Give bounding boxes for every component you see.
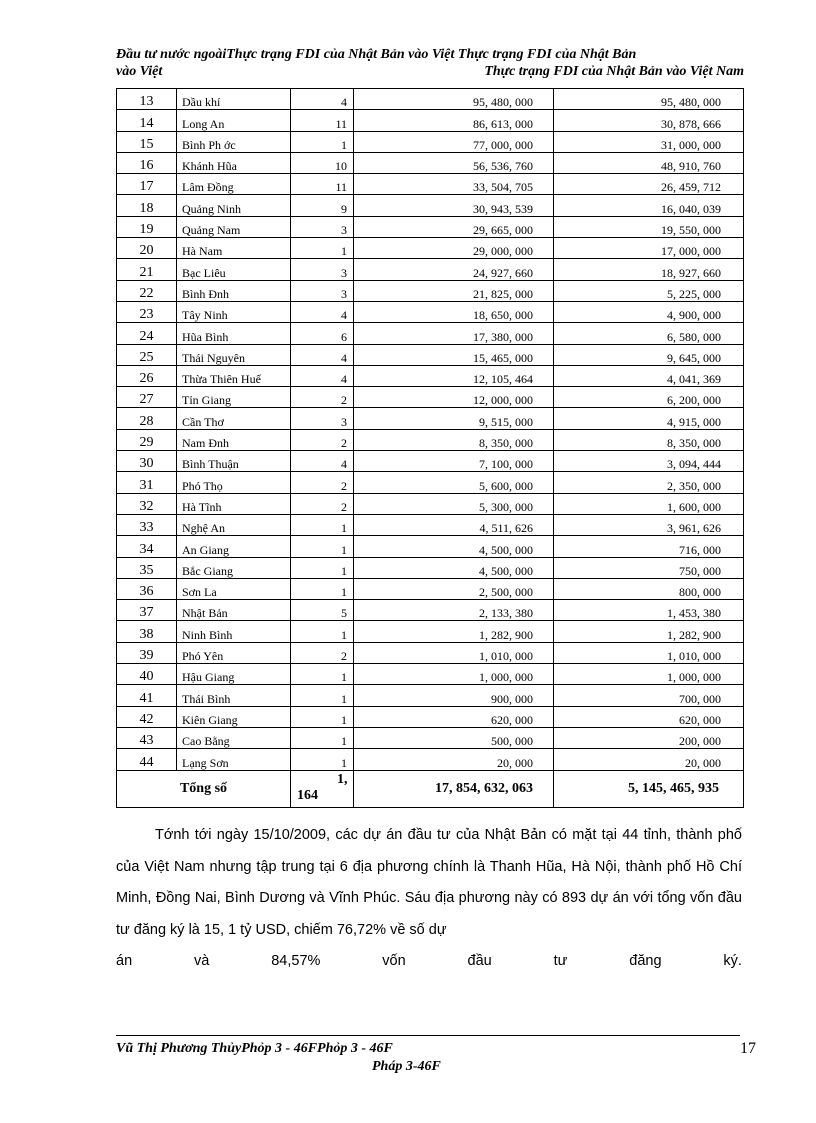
paragraph-word: và (194, 953, 210, 970)
project-count: 1 (291, 557, 354, 578)
implemented-capital: 19, 550, 000 (554, 216, 744, 237)
row-number: 39 (117, 642, 177, 663)
page-header (116, 46, 744, 80)
project-count: 3 (291, 408, 354, 429)
project-count: 1 (291, 238, 354, 259)
table-row (117, 174, 744, 195)
registered-capital: 500, 000 (354, 727, 554, 748)
header-line-2-right: Thực trạng FDI của Nhật Bản vào Việt Nam (484, 64, 744, 79)
project-count: 2 (291, 493, 354, 514)
table-row (117, 621, 744, 642)
project-count: 4 (291, 365, 354, 386)
registered-capital: 9, 515, 000 (354, 408, 554, 429)
province-name: Thái Bình (177, 685, 291, 706)
row-number: 38 (117, 621, 177, 642)
table-row (117, 89, 744, 110)
registered-capital: 620, 000 (354, 706, 554, 727)
header-line-2-left: vào Việt (116, 64, 163, 79)
row-number: 29 (117, 429, 177, 450)
paragraph-word: tư (553, 953, 568, 970)
registered-capital: 8, 350, 000 (354, 429, 554, 450)
project-count: 1 (291, 514, 354, 535)
paragraph-text: Tớnh tới ngày 15/10/2009, các dự án đầu tư của Nhật Bản có mặt tại 44 tỉnh, thành phố của Việt Nam nhưng tập trung tại 6 địa phương chính là Thanh Hũa, Hà Nội, thành phố Hồ Chí Minh, Đồng Nai, Bình Dương và Vĩnh Phúc. Sáu địa phương này có 893 dự án với tổng vốn đầu tư đăng ký là 15, 1 tỷ USD, chiếm 76,72% về số dự (116, 827, 742, 938)
project-count: 11 (291, 110, 354, 131)
project-count: 1 (291, 578, 354, 599)
implemented-capital: 3, 961, 626 (554, 514, 744, 535)
project-count: 2 (291, 387, 354, 408)
implemented-capital: 6, 200, 000 (554, 387, 744, 408)
registered-capital: 86, 613, 000 (354, 110, 554, 131)
row-number: 26 (117, 365, 177, 386)
implemented-capital: 30, 878, 666 (554, 110, 744, 131)
project-count: 1 (291, 685, 354, 706)
implemented-capital: 1, 010, 000 (554, 642, 744, 663)
row-number: 15 (117, 131, 177, 152)
registered-capital: 17, 380, 000 (354, 323, 554, 344)
table-row (117, 110, 744, 131)
project-count: 1 (291, 749, 354, 770)
row-number: 16 (117, 152, 177, 173)
row-number: 27 (117, 387, 177, 408)
province-name: Bạc Liêu (177, 259, 291, 280)
row-number: 32 (117, 493, 177, 514)
registered-capital: 1, 000, 000 (354, 664, 554, 685)
paragraph-word: đăng (629, 953, 662, 970)
project-count: 4 (291, 344, 354, 365)
table-body (117, 89, 744, 808)
row-number: 31 (117, 472, 177, 493)
province-name: Thừa Thiên Huế (177, 365, 291, 386)
registered-capital: 7, 100, 000 (354, 451, 554, 472)
project-count: 4 (291, 301, 354, 322)
province-name: Hà Nam (177, 238, 291, 259)
table-row (117, 727, 744, 748)
table-row (117, 365, 744, 386)
table-row (117, 344, 744, 365)
implemented-capital: 620, 000 (554, 706, 744, 727)
project-count: 1 (291, 536, 354, 557)
row-number: 43 (117, 727, 177, 748)
registered-capital: 15, 465, 000 (354, 344, 554, 365)
province-name: Tây Ninh (177, 301, 291, 322)
project-count: 2 (291, 472, 354, 493)
project-count: 2 (291, 642, 354, 663)
page-footer (116, 1040, 756, 1076)
total-projects-line-1: 1, (337, 771, 348, 787)
row-number: 35 (117, 557, 177, 578)
province-name: Nghệ An (177, 514, 291, 535)
province-name: Cao Bằng (177, 727, 291, 748)
table-row (117, 323, 744, 344)
implemented-capital: 750, 000 (554, 557, 744, 578)
province-name: Tỉn Giang (177, 387, 291, 408)
province-name: An Giang (177, 536, 291, 557)
page-number: 17 (740, 1040, 756, 1057)
table-row (117, 408, 744, 429)
project-count: 11 (291, 174, 354, 195)
registered-capital: 24, 927, 660 (354, 259, 554, 280)
footer-divider (116, 1035, 740, 1036)
row-number: 21 (117, 259, 177, 280)
table-row (117, 514, 744, 535)
province-name: Lạng Sơn (177, 749, 291, 770)
implemented-capital: 26, 459, 712 (554, 174, 744, 195)
header-line-2 (116, 63, 744, 80)
registered-capital: 29, 665, 000 (354, 216, 554, 237)
registered-capital: 1, 282, 900 (354, 621, 554, 642)
province-name: Cần Thơ (177, 408, 291, 429)
table-row (117, 642, 744, 663)
implemented-capital: 20, 000 (554, 749, 744, 770)
table-row (117, 600, 744, 621)
registered-capital: 56, 536, 760 (354, 152, 554, 173)
row-number: 30 (117, 451, 177, 472)
registered-capital: 29, 000, 000 (354, 238, 554, 259)
province-name: Hà Tĩnh (177, 493, 291, 514)
row-number: 19 (117, 216, 177, 237)
registered-capital: 95, 480, 000 (354, 89, 554, 110)
total-registered: 17, 854, 632, 063 (354, 770, 554, 807)
registered-capital: 77, 000, 000 (354, 131, 554, 152)
row-number: 20 (117, 238, 177, 259)
implemented-capital: 48, 910, 760 (554, 152, 744, 173)
registered-capital: 12, 105, 464 (354, 365, 554, 386)
footer-line-2: Pháp 3-46F (372, 1059, 441, 1074)
table-row (117, 557, 744, 578)
province-name: Bình Ph ớc (177, 131, 291, 152)
implemented-capital: 1, 282, 900 (554, 621, 744, 642)
province-name: Bình Ðnh (177, 280, 291, 301)
registered-capital: 5, 600, 000 (354, 472, 554, 493)
province-name: Kiên Giang (177, 706, 291, 727)
project-count: 3 (291, 216, 354, 237)
registered-capital: 12, 000, 000 (354, 387, 554, 408)
implemented-capital: 6, 580, 000 (554, 323, 744, 344)
province-name: Long An (177, 110, 291, 131)
table-row (117, 472, 744, 493)
row-number: 33 (117, 514, 177, 535)
registered-capital: 4, 500, 000 (354, 557, 554, 578)
province-name: Dầu khí (177, 89, 291, 110)
implemented-capital: 4, 041, 369 (554, 365, 744, 386)
table-row (117, 387, 744, 408)
project-count: 3 (291, 280, 354, 301)
header-line-1: Đầu tư nước ngoàiThực trạng FDI của Nhật Bản vào Việt Thực trạng FDI của Nhật Bản (116, 47, 637, 62)
registered-capital: 4, 500, 000 (354, 536, 554, 557)
province-name: Phó Yên (177, 642, 291, 663)
project-count: 1 (291, 621, 354, 642)
table-row (117, 429, 744, 450)
province-name: Phó Thọ (177, 472, 291, 493)
project-count: 4 (291, 89, 354, 110)
row-number: 41 (117, 685, 177, 706)
province-name: Hậu Giang (177, 664, 291, 685)
table-row (117, 451, 744, 472)
paragraph-word: đầu (467, 953, 492, 970)
row-number: 44 (117, 749, 177, 770)
project-count: 1 (291, 727, 354, 748)
implemented-capital: 18, 927, 660 (554, 259, 744, 280)
row-number: 24 (117, 323, 177, 344)
province-name: Quảng Ninh (177, 195, 291, 216)
paragraph-word: án (116, 953, 133, 970)
paragraph-last-line (116, 946, 742, 978)
province-name: Bình Thuận (177, 451, 291, 472)
province-name: Hũa Bình (177, 323, 291, 344)
registered-capital: 5, 300, 000 (354, 493, 554, 514)
project-count: 4 (291, 451, 354, 472)
registered-capital: 4, 511, 626 (354, 514, 554, 535)
implemented-capital: 800, 000 (554, 578, 744, 599)
table-row (117, 131, 744, 152)
registered-capital: 33, 504, 705 (354, 174, 554, 195)
body-paragraph (116, 820, 742, 978)
implemented-capital: 3, 094, 444 (554, 451, 744, 472)
implemented-capital: 2, 350, 000 (554, 472, 744, 493)
row-number: 18 (117, 195, 177, 216)
implemented-capital: 4, 900, 000 (554, 301, 744, 322)
province-name: Nhật Bản (177, 600, 291, 621)
row-number: 28 (117, 408, 177, 429)
table-row (117, 195, 744, 216)
implemented-capital: 16, 040, 039 (554, 195, 744, 216)
table-row (117, 280, 744, 301)
project-count: 5 (291, 600, 354, 621)
province-name: Lâm Đồng (177, 174, 291, 195)
row-number: 34 (117, 536, 177, 557)
implemented-capital: 200, 000 (554, 727, 744, 748)
project-count: 10 (291, 152, 354, 173)
row-number: 22 (117, 280, 177, 301)
province-name: Nam Ðnh (177, 429, 291, 450)
implemented-capital: 5, 225, 000 (554, 280, 744, 301)
implemented-capital: 31, 000, 000 (554, 131, 744, 152)
province-name: Khánh Hũa (177, 152, 291, 173)
paragraph-word: ký. (723, 953, 742, 970)
row-number: 42 (117, 706, 177, 727)
registered-capital: 2, 133, 380 (354, 600, 554, 621)
registered-capital: 20, 000 (354, 749, 554, 770)
table-row (117, 664, 744, 685)
registered-capital: 2, 500, 000 (354, 578, 554, 599)
table-row (117, 536, 744, 557)
table-row (117, 706, 744, 727)
registered-capital: 30, 943, 539 (354, 195, 554, 216)
row-number: 17 (117, 174, 177, 195)
total-implemented: 5, 145, 465, 935 (554, 770, 744, 807)
province-name: Thái Nguyên (177, 344, 291, 365)
project-count: 9 (291, 195, 354, 216)
registered-capital: 18, 650, 000 (354, 301, 554, 322)
total-row (117, 770, 744, 807)
province-name: Sơn La (177, 578, 291, 599)
table-row (117, 152, 744, 173)
registered-capital: 1, 010, 000 (354, 642, 554, 663)
table-row (117, 259, 744, 280)
implemented-capital: 1, 600, 000 (554, 493, 744, 514)
total-label: Tổng số (117, 770, 291, 807)
total-projects-line-2: 164 (297, 787, 318, 803)
implemented-capital: 8, 350, 000 (554, 429, 744, 450)
row-number: 13 (117, 89, 177, 110)
province-name: Ninh Bình (177, 621, 291, 642)
paragraph-word: vốn (382, 953, 406, 970)
row-number: 25 (117, 344, 177, 365)
table-row (117, 749, 744, 770)
implemented-capital: 1, 000, 000 (554, 664, 744, 685)
province-name: Quảng Nam (177, 216, 291, 237)
project-count: 2 (291, 429, 354, 450)
row-number: 23 (117, 301, 177, 322)
project-count: 3 (291, 259, 354, 280)
row-number: 36 (117, 578, 177, 599)
paragraph-word: 84,57% (271, 953, 321, 970)
implemented-capital: 17, 000, 000 (554, 238, 744, 259)
registered-capital: 21, 825, 000 (354, 280, 554, 301)
row-number: 40 (117, 664, 177, 685)
table-row (117, 238, 744, 259)
fdi-province-table (116, 88, 744, 808)
table-row (117, 301, 744, 322)
implemented-capital: 700, 000 (554, 685, 744, 706)
implemented-capital: 716, 000 (554, 536, 744, 557)
province-name: Bắc Giang (177, 557, 291, 578)
row-number: 37 (117, 600, 177, 621)
project-count: 1 (291, 706, 354, 727)
table-row (117, 216, 744, 237)
table-row (117, 578, 744, 599)
total-projects (291, 770, 354, 807)
implemented-capital: 9, 645, 000 (554, 344, 744, 365)
implemented-capital: 95, 480, 000 (554, 89, 744, 110)
project-count: 6 (291, 323, 354, 344)
footer-line-1: Vũ Thị Phương ThủyPhỏp 3 - 46FPhỏp 3 - 46F (116, 1041, 393, 1056)
project-count: 1 (291, 664, 354, 685)
registered-capital: 900, 000 (354, 685, 554, 706)
implemented-capital: 4, 915, 000 (554, 408, 744, 429)
implemented-capital: 1, 453, 380 (554, 600, 744, 621)
table-row (117, 493, 744, 514)
row-number: 14 (117, 110, 177, 131)
project-count: 1 (291, 131, 354, 152)
table-row (117, 685, 744, 706)
